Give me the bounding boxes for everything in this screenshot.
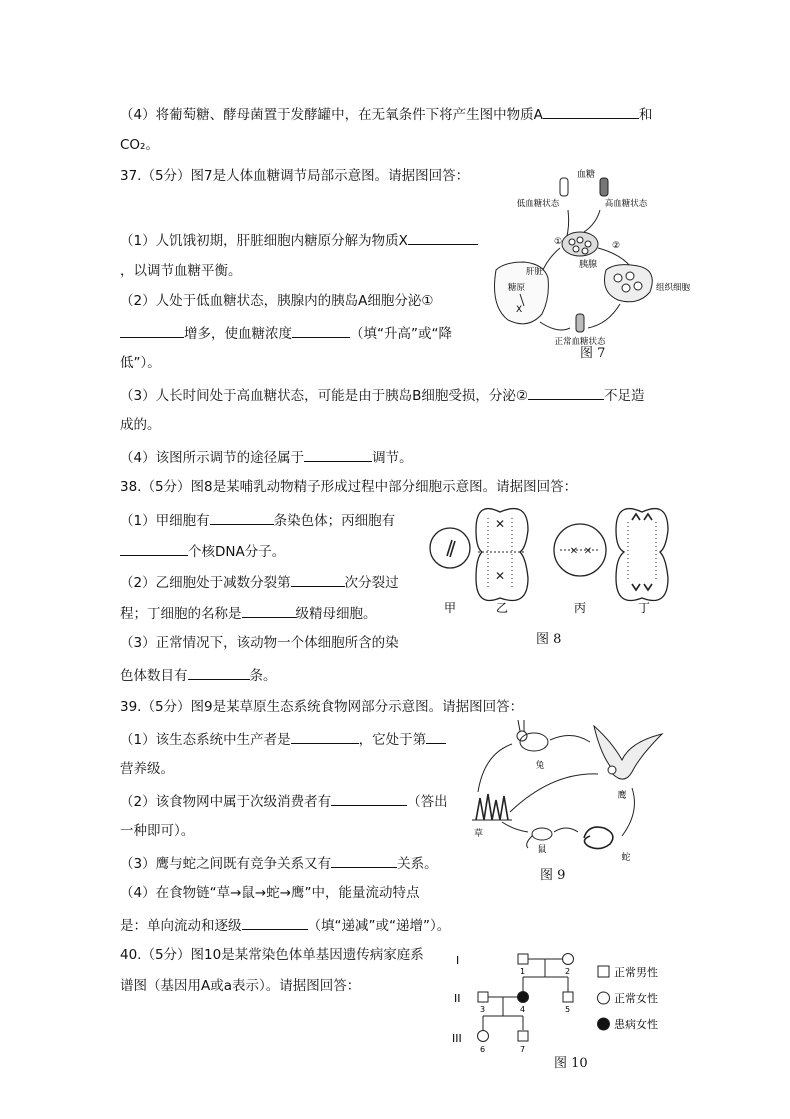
q38-p1-text-b: 条染色体；丙细胞有 <box>273 513 396 529</box>
q38-p1-text-a: （1）甲细胞有 <box>120 513 210 529</box>
q37-part2-line3: 低”）。 <box>120 355 161 371</box>
fig7-label-glycogen: 糖原 <box>508 283 526 293</box>
answer-blank[interactable] <box>120 323 184 338</box>
svg-text:✕: ✕ <box>494 569 506 583</box>
cell-bing-icon <box>554 524 606 576</box>
answer-blank[interactable] <box>120 541 188 556</box>
fig10-id-7: 7 <box>520 1045 526 1054</box>
arrow-icon <box>542 248 560 272</box>
q39-p4-text-b: 是：单向流动和逐级 <box>120 918 242 934</box>
answer-blank[interactable] <box>210 510 274 525</box>
fig10-id-3: 3 <box>480 1005 486 1014</box>
arrow-icon <box>540 322 570 330</box>
pedigree-male-7 <box>518 1031 528 1041</box>
fig10-legend-female: 正常女性 <box>614 992 658 1005</box>
tissue-cells-icon <box>605 265 653 302</box>
answer-blank[interactable] <box>188 665 250 680</box>
q38-p2-text-d: 级精母细胞。 <box>295 606 377 622</box>
arrow-icon <box>478 744 512 792</box>
q37-part3-line2: 成的。 <box>120 417 161 433</box>
answer-blank[interactable] <box>291 729 359 744</box>
q38-p1-text-c: 个核DNA分子。 <box>188 544 286 560</box>
figure-8-cell-division <box>418 500 680 648</box>
q37-part2-line2 <box>120 323 452 343</box>
q38-part1-line2 <box>120 541 285 561</box>
q39-p4-text-c: （填“递减”或“递增”）。 <box>307 918 451 934</box>
snake-icon <box>584 827 613 848</box>
fig7-label-low: 低血糖状态 <box>516 199 560 209</box>
answer-blank[interactable] <box>331 853 397 868</box>
high-sugar-tube-icon <box>600 178 608 196</box>
arrow-icon <box>502 822 528 832</box>
fig9-label-eagle: 鹰 <box>617 791 627 801</box>
fig7-label-high: 高血糖状态 <box>604 199 648 209</box>
pedigree-male-5 <box>563 992 573 1002</box>
q39-p1-text-b: ，它处于第 <box>358 732 427 748</box>
low-sugar-tube-icon <box>560 178 568 196</box>
fig7-label-x: X <box>516 305 523 315</box>
answer-blank[interactable] <box>408 230 478 245</box>
fig10-id-6: 6 <box>480 1045 486 1054</box>
grass-icon <box>472 794 512 820</box>
legend-affected-icon <box>598 1018 610 1030</box>
fig7-label-1: ① <box>554 237 563 247</box>
cell-yi-icon <box>476 509 528 601</box>
q37-part1-line1 <box>120 230 478 250</box>
fig10-legend-male: 正常男性 <box>614 966 658 979</box>
q37-part1-line2: ，以调节血糖平衡。 <box>120 263 242 279</box>
cell-ding-icon <box>616 509 668 601</box>
q37-p2-text-c: （填“升高”或“降 <box>350 326 452 342</box>
q39-part2-line2: 一种即可）。 <box>120 823 195 839</box>
fig7-label-normal: 正常血糖状态 <box>554 337 606 347</box>
answer-blank[interactable] <box>426 729 446 744</box>
fig10-legend-affected: 患病女性 <box>614 1018 658 1031</box>
fig8-label-jia: 甲 <box>443 601 457 615</box>
q38-header: 38.（5分）图8是某哺乳动物精子形成过程中部分细胞示意图。请据图回答： <box>120 479 578 495</box>
q39-p2-text-b: （答出 <box>407 794 448 810</box>
normal-sugar-tube-icon <box>576 314 584 332</box>
fig7-label-tissue: 组织细胞 <box>656 283 691 293</box>
fig10-id-5: 5 <box>565 1005 571 1014</box>
fig10-id-1: 1 <box>520 967 526 976</box>
q39-part4-line1: （4）在食物链“草→鼠→蛇→鹰”中，能量流动特点 <box>120 885 420 901</box>
q36-line-2: CO₂。 <box>120 137 159 153</box>
figure-7-blood-sugar-diagram <box>488 166 693 360</box>
q39-part1-line1 <box>120 729 446 749</box>
pedigree-female-2 <box>563 954 574 965</box>
q36-text-a: （4）将葡萄糖、酵母菌置于发酵罐中，在无氧条件下将产生图中物质A <box>120 107 543 123</box>
fig7-label-liver: 肝脏 <box>526 267 544 277</box>
svg-text:✕: ✕ <box>569 546 579 557</box>
cell-jia-icon <box>430 528 470 568</box>
q36-text-b: 和 <box>638 107 653 123</box>
legend-male-icon <box>598 966 609 977</box>
q39-part1-line2: 营养级。 <box>120 761 174 777</box>
q38-p3-text-c: 条。 <box>249 668 277 684</box>
fig9-label-snake: 蛇 <box>621 853 631 863</box>
fig10-id-2: 2 <box>565 967 571 976</box>
q40-header-line1: 40.（5分）图10是某常染色体单基因遗传病家庭系 <box>120 947 424 963</box>
q38-p2-text-b: 次分裂过 <box>344 575 399 591</box>
svg-text:✕: ✕ <box>494 517 506 531</box>
q40-header-line2: 谱图（基因用A或a表示）。请据图回答： <box>120 978 361 994</box>
fig8-label-ding: 丁 <box>637 601 651 615</box>
svg-text:✕: ✕ <box>583 546 593 557</box>
q37-p3-text-a: （3）人长时间处于高血糖状态，可能是由于胰岛B细胞受损，分泌② <box>120 388 528 404</box>
fig10-gen2: II <box>454 992 461 1005</box>
figure-10-caption: 图 10 <box>554 1056 588 1071</box>
q37-p4-text-b: 调节。 <box>372 450 413 466</box>
answer-blank[interactable] <box>528 385 604 400</box>
q39-p3-text-b: 关系。 <box>397 856 438 872</box>
answer-blank[interactable] <box>331 791 407 806</box>
q38-part3-line1: （3）正常情况下，该动物一个体细胞所含的染 <box>120 635 399 651</box>
arrow-icon <box>550 735 590 742</box>
fig7-label-blood-sugar: 血糖 <box>576 170 596 180</box>
pedigree-male-3 <box>478 992 488 1002</box>
q39-p2-text-a: （2）该食物网中属于次级消费者有 <box>120 794 332 810</box>
fig7-label-pancreas: 胰腺 <box>578 260 598 270</box>
q39-part2-line1 <box>120 791 448 811</box>
q37-part4 <box>120 447 413 467</box>
answer-blank[interactable] <box>304 447 372 462</box>
q36-line-1 <box>120 104 652 124</box>
answer-blank[interactable] <box>242 603 296 618</box>
q37-part2-line1: （2）人处于低血糖状态，胰腺内的胰岛A细胞分泌① <box>120 293 434 309</box>
figure-9-food-web <box>462 712 684 870</box>
q39-p1-text-a: （1）该生态系统中生产者是 <box>120 732 291 748</box>
q38-part1-line1 <box>120 510 395 530</box>
figure-8-caption: 图 8 <box>536 632 562 647</box>
q37-p2-text-b: 增多，使血糖浓度 <box>184 326 292 342</box>
q38-p3-text-b: 色体数目有 <box>120 668 188 684</box>
fig9-label-rabbit: 兔 <box>535 761 545 771</box>
q39-part3 <box>120 853 438 873</box>
q37-header: 37.（5分）图7是人体血糖调节局部示意图。请据图回答： <box>120 168 470 184</box>
arrow-icon <box>510 774 598 812</box>
q39-header: 39.（5分）图9是某草原生态系统食物网部分示意图。请据图回答： <box>120 699 524 715</box>
pancreas-cells-icon <box>562 232 598 256</box>
legend-female-icon <box>598 992 610 1004</box>
fig7-label-2: ② <box>612 241 621 251</box>
pedigree-female-6 <box>478 1031 489 1042</box>
answer-blank[interactable] <box>543 104 639 119</box>
q38-part2-line2 <box>120 603 377 623</box>
q38-part3-line2 <box>120 665 277 685</box>
q39-p3-text-a: （3）鹰与蛇之间既有竞争关系又有 <box>120 856 332 872</box>
q39-part4-line2 <box>120 915 450 935</box>
pedigree-male-1 <box>518 954 528 964</box>
q37-part3-line1 <box>120 385 644 405</box>
q38-part2-line1 <box>120 572 399 592</box>
answer-blank[interactable] <box>242 915 308 930</box>
eagle-icon <box>594 726 662 779</box>
fig10-gen3: III <box>452 1032 462 1045</box>
arrow-icon <box>588 304 620 328</box>
q37-p4-text-a: （4）该图所示调节的途径属于 <box>120 450 305 466</box>
q38-p2-text-c: 程；丁细胞的名称是 <box>120 606 242 622</box>
figure-7-caption: 图 7 <box>580 346 606 361</box>
fig9-label-grass: 草 <box>474 829 484 839</box>
q37-p3-text-b: 不足造 <box>603 388 645 404</box>
answer-blank[interactable] <box>292 323 350 338</box>
figure-9-caption: 图 9 <box>540 868 566 883</box>
fig8-label-bing: 丙 <box>573 601 587 615</box>
rabbit-icon <box>517 720 548 751</box>
q38-p2-text-a: （2）乙细胞处于减数分裂第 <box>120 575 291 591</box>
arrow-icon <box>554 828 578 832</box>
fig8-label-yi: 乙 <box>495 601 509 615</box>
fig10-gen1: I <box>456 954 460 967</box>
pedigree-affected-female-4 <box>518 992 529 1003</box>
fig10-id-4: 4 <box>520 1005 526 1014</box>
arrow-icon <box>584 210 600 232</box>
fig9-label-mouse: 鼠 <box>537 845 547 855</box>
answer-blank[interactable] <box>291 572 345 587</box>
q37-p1-text: （1）人饥饿初期，肝脏细胞内糖原分解为物质X <box>120 233 408 249</box>
